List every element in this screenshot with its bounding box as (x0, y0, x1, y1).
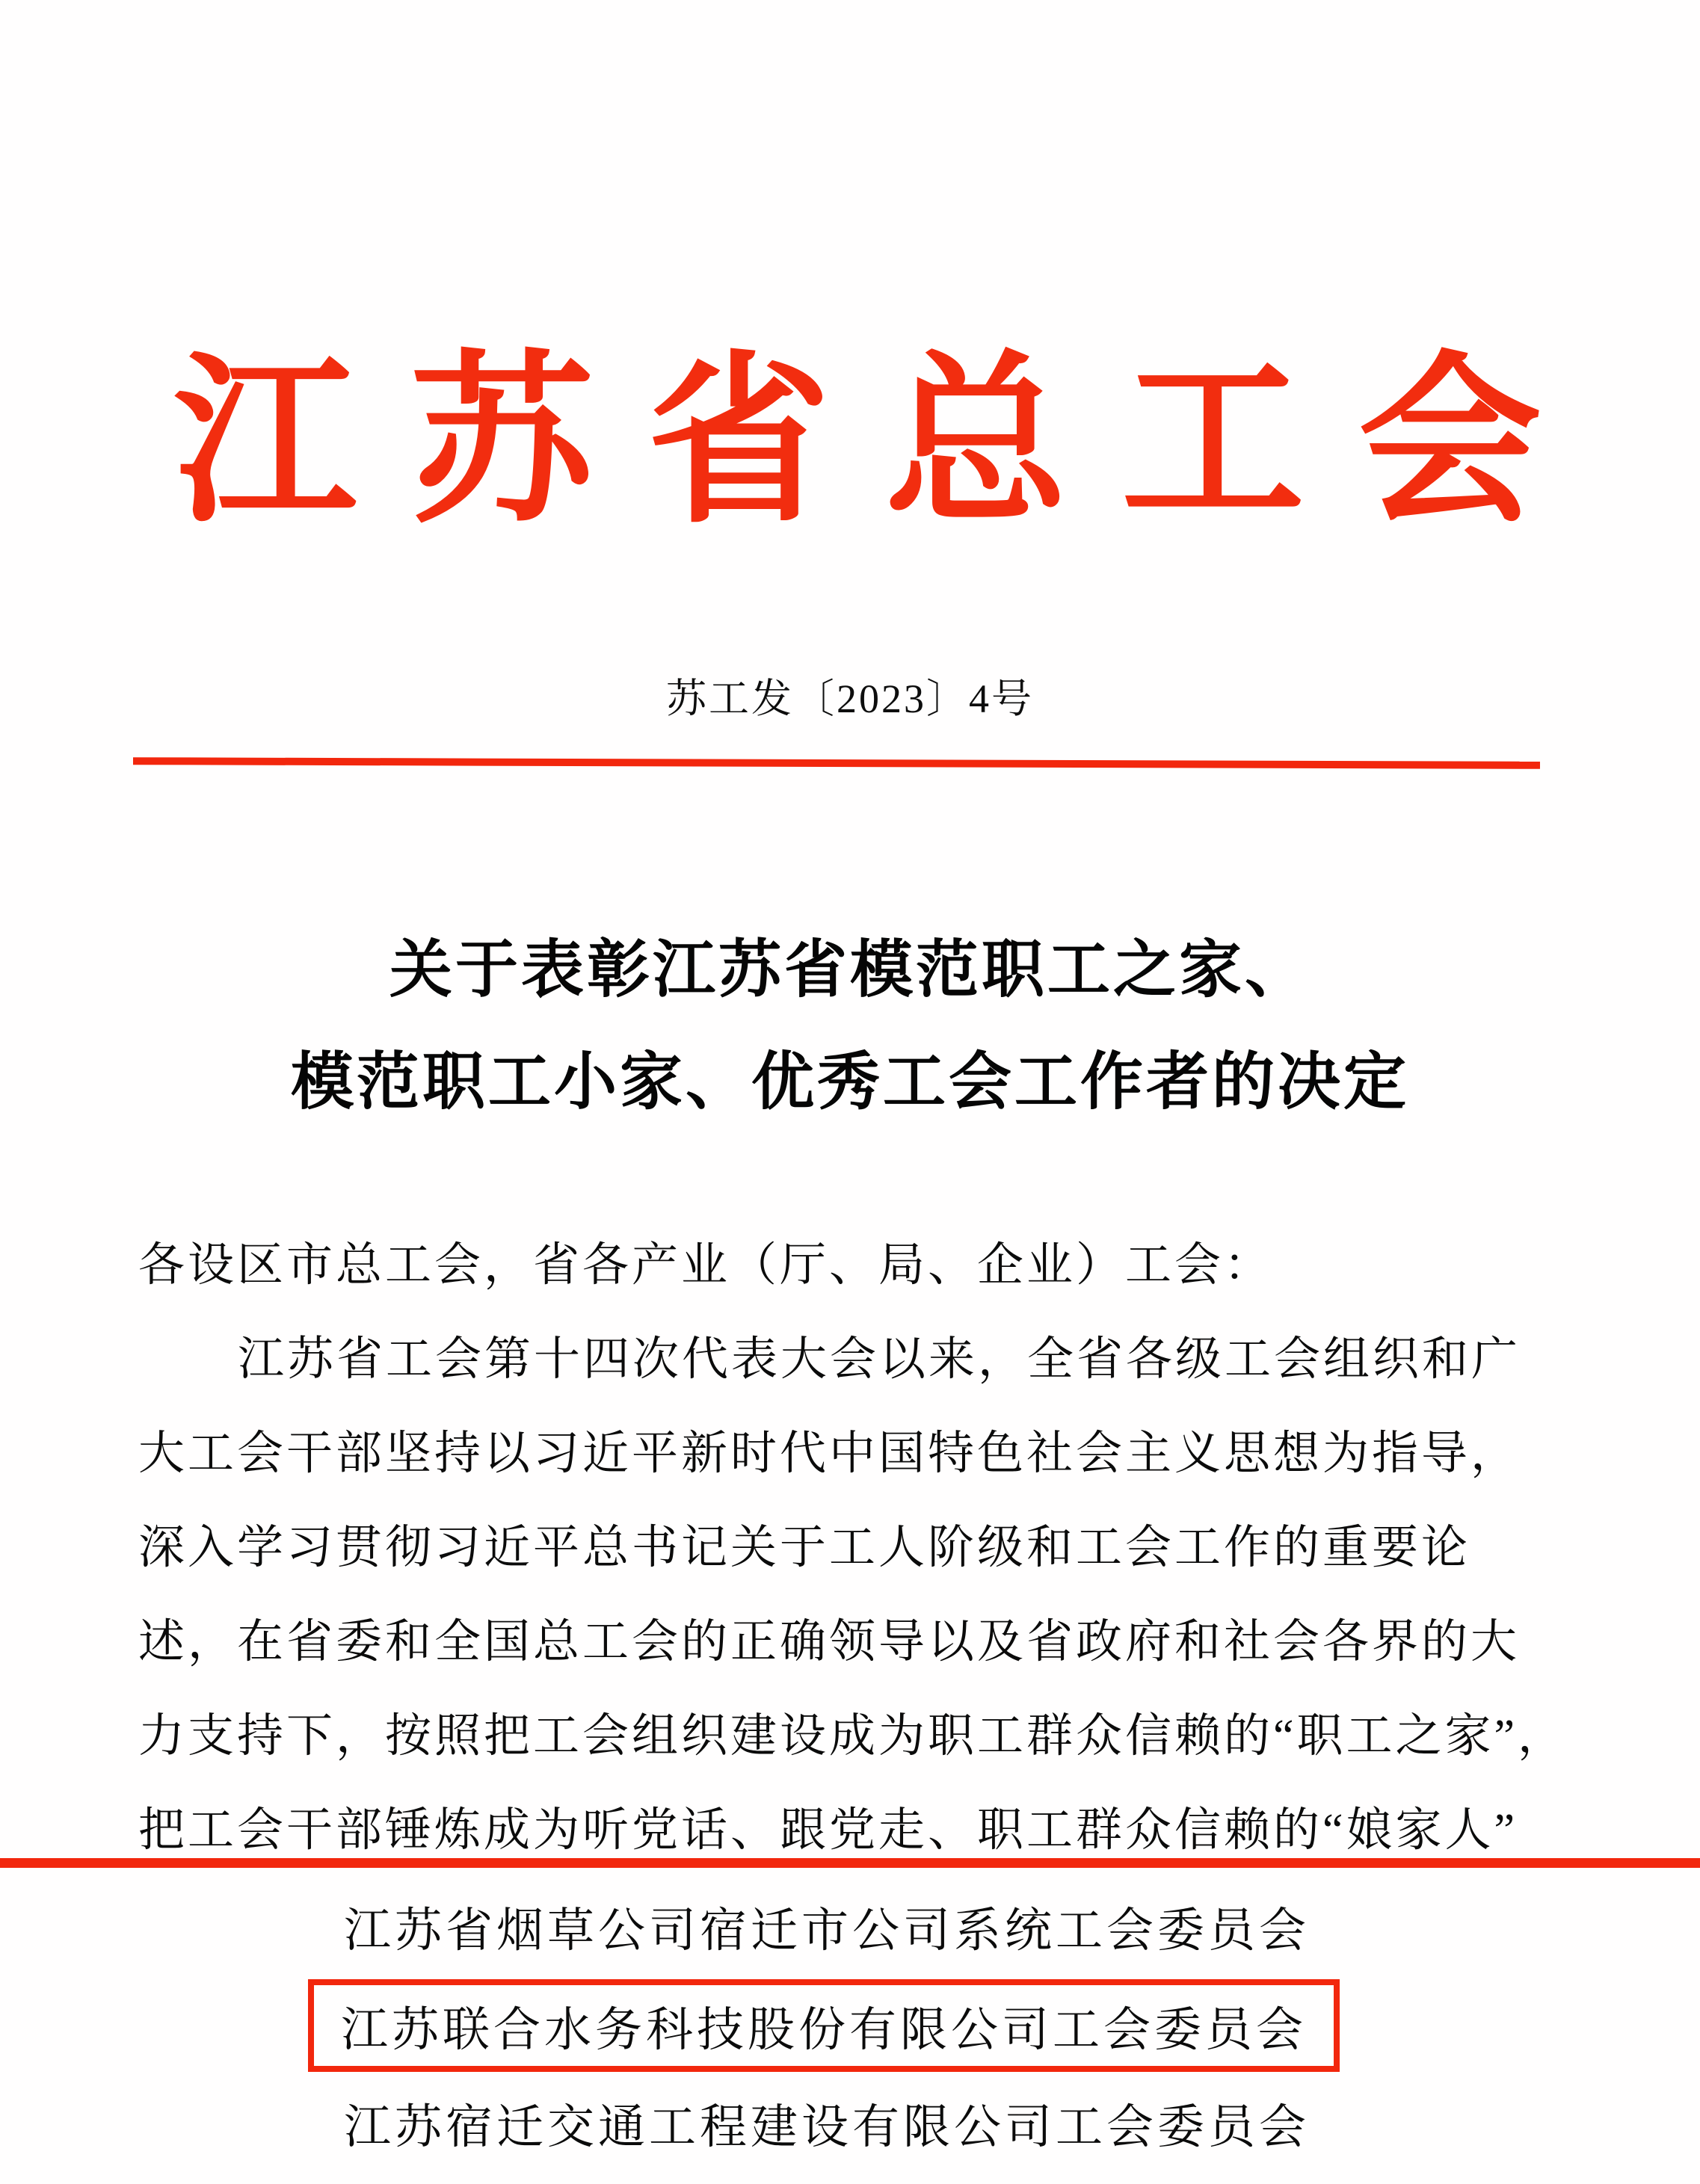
body-text (138, 1218, 1570, 1878)
body-line: 江苏省工会第十四次代表大会以来，全省各级工会组织和广 (238, 1334, 1521, 1385)
award-list-item: 江苏宿迁交通工程建设有限公司工会委员会 (344, 2101, 1310, 2153)
header-separator-line (133, 757, 1540, 769)
award-list-item-highlighted: 江苏联合水务科技股份有限公司工会委员会 (341, 2003, 1307, 2056)
body-line: 深入学习贯彻习近平总书记关于工人阶级和工会工作的重要论 (138, 1523, 1471, 1573)
body-line: 述，在省委和全国总工会的正确领导以及省政府和社会各界的大 (138, 1617, 1521, 1668)
body-line: 大工会干部坚持以习近平新时代中国特色社会主义思想为指导， (138, 1428, 1521, 1479)
body-line: 力支持下，按照把工会组织建设成为职工群众信赖的“职工之家”， (138, 1711, 1568, 1762)
letterhead-title: 江苏省总工会 (173, 342, 1595, 544)
document-title-line-2: 模范职工小家、优秀工会工作者的决定 (290, 1048, 1409, 1117)
document-title (0, 915, 1700, 1139)
body-line: 把工会干部锤炼成为听党话、跟党走、职工群众信赖的“娘家人” (138, 1805, 1518, 1856)
salutation-line: 各设区市总工会，省各产业（厅、局、企业）工会： (138, 1240, 1274, 1291)
award-list-item: 江苏省烟草公司宿迁市公司系统工会委员会 (344, 1904, 1310, 1957)
highlight-box (308, 1979, 1340, 2072)
document-number: 苏工发〔2023〕4号 (666, 676, 1034, 721)
section-separator-line (0, 1858, 1700, 1868)
document-title-line-1: 关于表彰江苏省模范职工之家、 (389, 936, 1311, 1005)
